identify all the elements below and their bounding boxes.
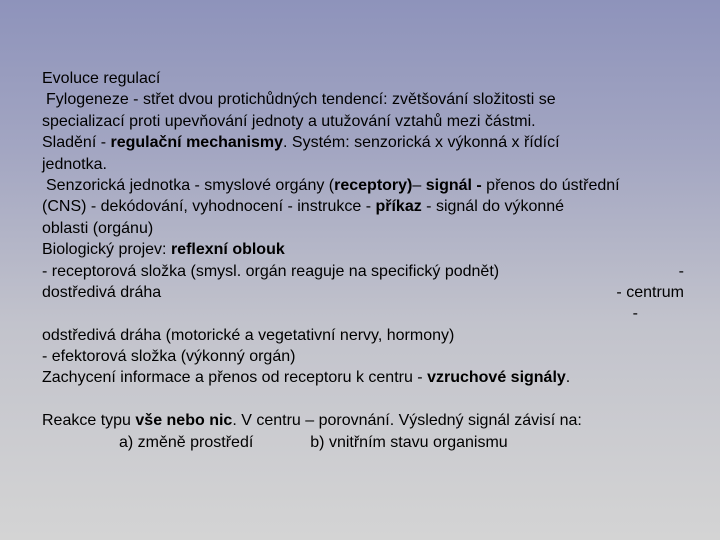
bold-term: vzruchové signály [427, 369, 566, 387]
text-span: přenos do ústřední [486, 176, 620, 194]
text-line [42, 410, 684, 431]
text-line [42, 196, 684, 217]
text-span: - centrum [616, 283, 684, 301]
options-line [42, 432, 684, 453]
text-line: Fylogeneze - střet dvou protichůdných tendencí: zvětšování složitosti se [46, 91, 556, 109]
dash-marker: - [678, 262, 684, 280]
text-span: Sladění - [42, 134, 111, 152]
text-span: . Systém: senzorická x výkonná x řídící [283, 134, 560, 152]
text-line: - efektorová složka (výkonný orgán) [42, 348, 296, 366]
text-span: Reakce typu [42, 412, 136, 430]
text-line [42, 239, 684, 260]
bold-term: signál - [425, 176, 487, 194]
text-line [42, 282, 684, 303]
dash-marker-line [42, 303, 684, 324]
heading-evoluce-regulaci: Evoluce regulací [42, 70, 161, 87]
text-span: Biologický projev: [42, 241, 171, 259]
text-span: – [412, 176, 426, 194]
text-line [42, 132, 684, 153]
text-span: (CNS) - dekódování, vyhodnocení - instrukce - [42, 198, 376, 216]
spacer [42, 389, 684, 410]
slide-text-body [42, 68, 684, 453]
text-span: - receptorová složka (smysl. orgán reaguje na specifický podnět) [42, 262, 500, 280]
text-line: odstředivá dráha (motorické a vegetativní nervy, hormony) [42, 326, 455, 344]
bold-term: reflexní oblouk [170, 241, 285, 259]
text-line: jednotka. [42, 155, 107, 173]
option-a: a) změně prostředí [119, 433, 254, 451]
text-span: dostředivá dráha [42, 283, 162, 301]
text-span: Senzorická jednotka - smyslové orgány ( [46, 176, 335, 194]
text-line: oblasti (orgánu) [42, 219, 154, 237]
text-span: . [565, 369, 571, 387]
text-span: - signál do výkonné [421, 198, 565, 216]
dash-marker: - [632, 305, 638, 323]
text-line [42, 261, 684, 282]
bold-term: regulační mechanismy [110, 134, 283, 152]
text-span: . V centru – porovnání. Výsledný signál závisí na: [232, 412, 582, 430]
bold-term: receptory) [334, 176, 413, 194]
bold-term: příkaz [375, 198, 422, 216]
text-line: specializací proti upevňování jednoty a utužování vztahů mezi částmi. [42, 112, 536, 130]
text-span: Zachycení informace a přenos od receptoru k centru - [42, 369, 428, 387]
text-line [42, 367, 684, 388]
text-line [42, 175, 684, 196]
option-b: b) vnitřním stavu organismu [310, 433, 508, 451]
bold-term: vše nebo nic [135, 412, 233, 430]
